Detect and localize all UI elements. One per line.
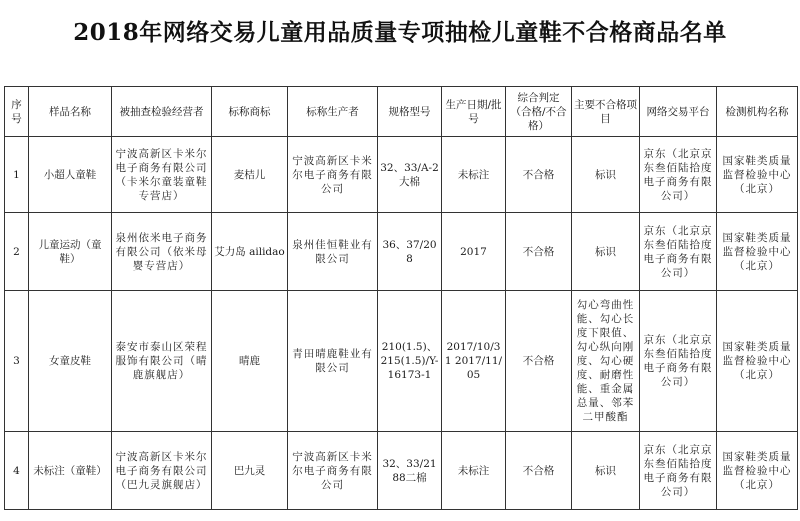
cell-brand: 麦桔儿	[212, 137, 288, 213]
cell-lab: 国家鞋类质量监督检验中心（北京）	[717, 213, 798, 291]
cell-lab: 国家鞋类质量监督检验中心（北京）	[717, 137, 798, 213]
cell-platform: 京东（北京京东叁佰陆拾度电子商务有限公司）	[640, 213, 717, 291]
cell-model: 36、37/208	[378, 213, 442, 291]
cell-product: 女童皮鞋	[29, 291, 112, 432]
table-row	[5, 213, 798, 291]
table-row	[5, 432, 798, 510]
cell-date: 2017	[442, 213, 506, 291]
cell-verdict: 不合格	[506, 291, 572, 432]
cell-maker: 泉州佳恒鞋业有限公司	[288, 213, 378, 291]
cell-product: 小超人童鞋	[29, 137, 112, 213]
cell-maker: 宁波高新区卡米尔电子商务有限公司	[288, 432, 378, 510]
cell-issues: 标识	[572, 213, 640, 291]
cell-maker: 宁波高新区卡米尔电子商务有限公司	[288, 137, 378, 213]
cell-verdict: 不合格	[506, 213, 572, 291]
cell-date: 未标注	[442, 432, 506, 510]
cell-seq: 1	[5, 137, 29, 213]
header-issues: 主要不合格项目	[572, 87, 640, 137]
table-row	[5, 291, 798, 432]
cell-verdict: 不合格	[506, 432, 572, 510]
cell-seq: 3	[5, 291, 29, 432]
cell-brand: 艾力岛 ailidao	[212, 213, 288, 291]
cell-maker: 青田晴鹿鞋业有限公司	[288, 291, 378, 432]
unqualified-products-table	[4, 86, 798, 510]
cell-seller: 宁波高新区卡米尔电子商务有限公司（巴九灵旗舰店）	[112, 432, 212, 510]
header-seq: 序号	[5, 87, 29, 137]
cell-issues: 标识	[572, 432, 640, 510]
cell-model: 32、33/2188二棉	[378, 432, 442, 510]
cell-brand: 晴鹿	[212, 291, 288, 432]
header-product: 样品名称	[29, 87, 112, 137]
header-brand: 标称商标	[212, 87, 288, 137]
header-maker: 标称生产者	[288, 87, 378, 137]
cell-seller: 宁波高新区卡米尔电子商务有限公司（卡米尔童装童鞋专营店）	[112, 137, 212, 213]
document-title: 2018年网络交易儿童用品质量专项抽检儿童鞋不合格商品名单	[73, 19, 727, 46]
header-verdict: 综合判定（合格/不合格）	[506, 87, 572, 137]
header-platform: 网络交易平台	[640, 87, 717, 137]
cell-lab: 国家鞋类质量监督检验中心（北京）	[717, 432, 798, 510]
header-seller: 被抽查检验经营者	[112, 87, 212, 137]
cell-platform: 京东（北京京东叁佰陆拾度电子商务有限公司）	[640, 291, 717, 432]
header-lab: 检测机构名称	[717, 87, 798, 137]
cell-date: 未标注	[442, 137, 506, 213]
cell-seq: 4	[5, 432, 29, 510]
header-model: 规格型号	[378, 87, 442, 137]
cell-date: 2017/10/31 2017/11/05	[442, 291, 506, 432]
cell-model: 210(1.5)、215(1.5)/Y-16173-1	[378, 291, 442, 432]
cell-platform: 京东（北京京东叁佰陆拾度电子商务有限公司）	[640, 432, 717, 510]
cell-lab: 国家鞋类质量监督检验中心（北京）	[717, 291, 798, 432]
header-date: 生产日期/批号	[442, 87, 506, 137]
cell-model: 32、33/A-2大棉	[378, 137, 442, 213]
cell-product: 儿童运动（童鞋）	[29, 213, 112, 291]
cell-seller: 泰安市泰山区荣程服饰有限公司（晴鹿旗舰店）	[112, 291, 212, 432]
cell-platform: 京东（北京京东叁佰陆拾度电子商务有限公司）	[640, 137, 717, 213]
cell-issues: 标识	[572, 137, 640, 213]
cell-brand: 巴九灵	[212, 432, 288, 510]
cell-seller: 泉州依米电子商务有限公司（依米母婴专营店）	[112, 213, 212, 291]
table-row	[5, 137, 798, 213]
table-header-row	[5, 87, 798, 137]
cell-verdict: 不合格	[506, 137, 572, 213]
cell-seq: 2	[5, 213, 29, 291]
cell-issues: 勾心弯曲性能、勾心长度下限值、勾心纵向刚度、勾心硬度、耐磨性能、重金属总量、邻苯二甲酸酯	[572, 291, 640, 432]
cell-product: 未标注（童鞋）	[29, 432, 112, 510]
